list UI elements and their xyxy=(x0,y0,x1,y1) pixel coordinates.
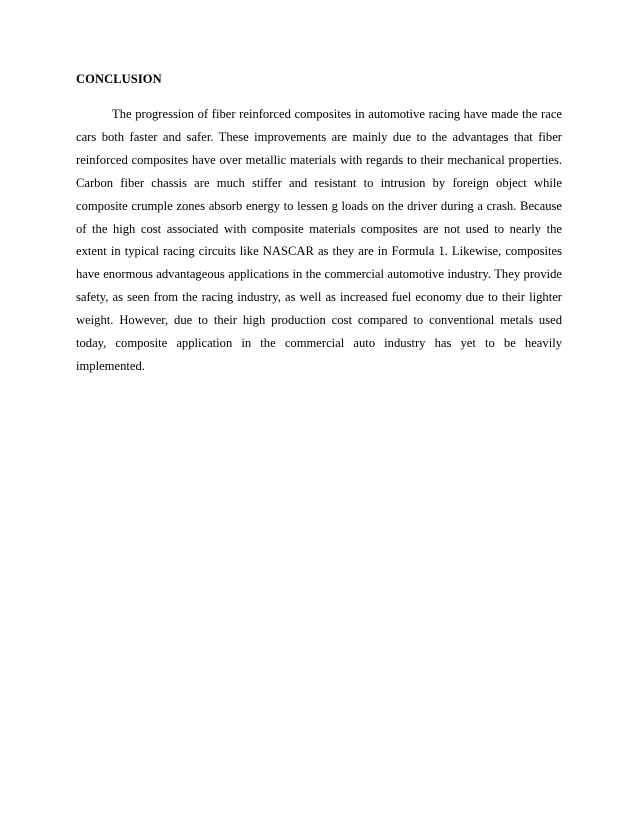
conclusion-paragraph: The progression of fiber reinforced composites in automotive racing have made the race cars both faster and safer. These improvements are mainly due to the advantages that fiber reinforced composites have over metallic materials with regards to their mechanical properties. Carbon fiber chassis are much stiffer and resistant to intrusion by foreign object while composite crumple zones absorb energy to lessen g loads on the driver during a crash. Because of the high cost associated with composite materials composites are not used to nearly the extent in typical racing circuits like NASCAR as they are in Formula 1. Likewise, composites have enormous advantageous applications in the commercial automotive industry. They provide safety, as seen from the racing industry, as well as increased fuel economy due to their lighter weight. However, due to their high production cost compared to conventional metals used today, composite application in the commercial auto industry has yet to be heavily implemented. xyxy=(76,107,562,373)
section-heading: CONCLUSION xyxy=(76,72,162,86)
